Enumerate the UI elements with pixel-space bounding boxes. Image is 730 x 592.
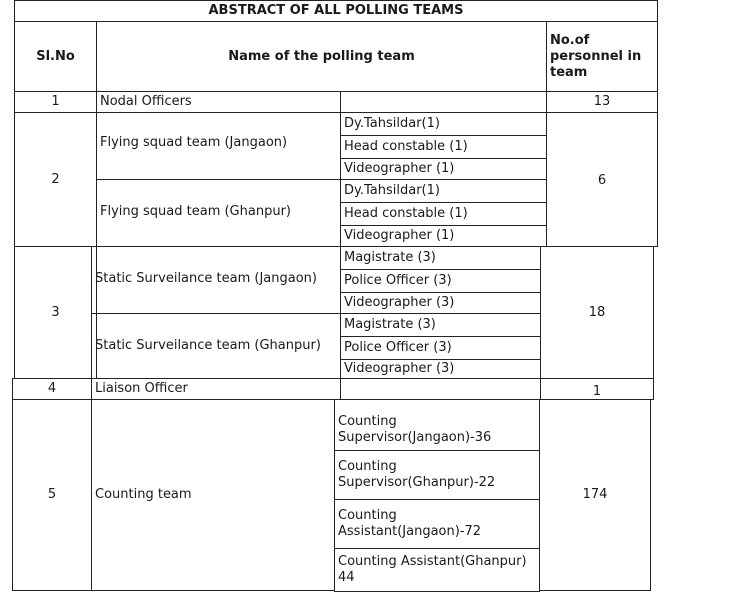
row-2-team-1-name: Flying squad team (Jangaon) xyxy=(96,112,341,180)
row-4-count: 1 xyxy=(540,378,654,400)
row-5-member-1: Counting Supervisor(Jangaon)-36 xyxy=(334,399,540,451)
row-3-team-2-name: Static Surveilance team (Ghanpur) xyxy=(91,313,341,379)
row-5-member-4: Counting Assistant(Ghanpur) 44 xyxy=(334,548,540,592)
row-5-slno: 5 xyxy=(12,399,92,591)
row-2-team-1-member-2: Head constable (1) xyxy=(340,135,547,159)
row-3-team-2-member-1: Magistrate (3) xyxy=(340,313,541,337)
row-3-count: 18 xyxy=(540,246,654,379)
row-5-team-name: Counting team xyxy=(91,399,335,591)
row-2-team-2-member-3: Videographer (1) xyxy=(340,225,547,247)
row-4-slno: 4 xyxy=(12,378,92,400)
row-2-count: 6 xyxy=(546,112,658,247)
row-4-team-name: Liaison Officer xyxy=(91,378,341,400)
row-5-count: 174 xyxy=(539,399,651,591)
row-1-members xyxy=(340,91,547,113)
row-5-member-3: Counting Assistant(Jangaon)-72 xyxy=(334,499,540,549)
row-3-team-1-member-1: Magistrate (3) xyxy=(340,246,541,270)
row-2-team-2-member-2: Head constable (1) xyxy=(340,202,547,226)
row-1-team-name: Nodal Officers xyxy=(96,91,341,113)
row-3-team-2-member-2: Police Officer (3) xyxy=(340,336,541,360)
row-3-team-1-member-2: Police Officer (3) xyxy=(340,269,541,293)
table-title: ABSTRACT OF ALL POLLING TEAMS xyxy=(14,0,658,22)
row-3-team-2-member-3: Videographer (3) xyxy=(340,359,541,379)
header-team-name: Name of the polling team xyxy=(96,21,547,92)
header-personnel-count: No.of personnel in team xyxy=(546,21,658,92)
row-4-members xyxy=(340,378,541,400)
row-2-team-1-member-1: Dy.Tahsildar(1) xyxy=(340,112,547,136)
row-5-member-2: Counting Supervisor(Ghanpur)-22 xyxy=(334,450,540,500)
row-3-team-1-member-3: Videographer (3) xyxy=(340,292,541,314)
row-2-team-1-member-3: Videographer (1) xyxy=(340,158,547,180)
row-1-count: 13 xyxy=(546,91,658,113)
row-1-slno: 1 xyxy=(14,91,97,113)
row-2-team-2-member-1: Dy.Tahsildar(1) xyxy=(340,179,547,203)
row-3-slno: 3 xyxy=(14,246,97,379)
header-slno: Sl.No xyxy=(14,21,97,92)
row-3-team-1-name: Static Surveilance team (Jangaon) xyxy=(91,246,341,314)
row-2-slno: 2 xyxy=(14,112,97,247)
row-2-team-2-name: Flying squad team (Ghanpur) xyxy=(96,179,341,247)
